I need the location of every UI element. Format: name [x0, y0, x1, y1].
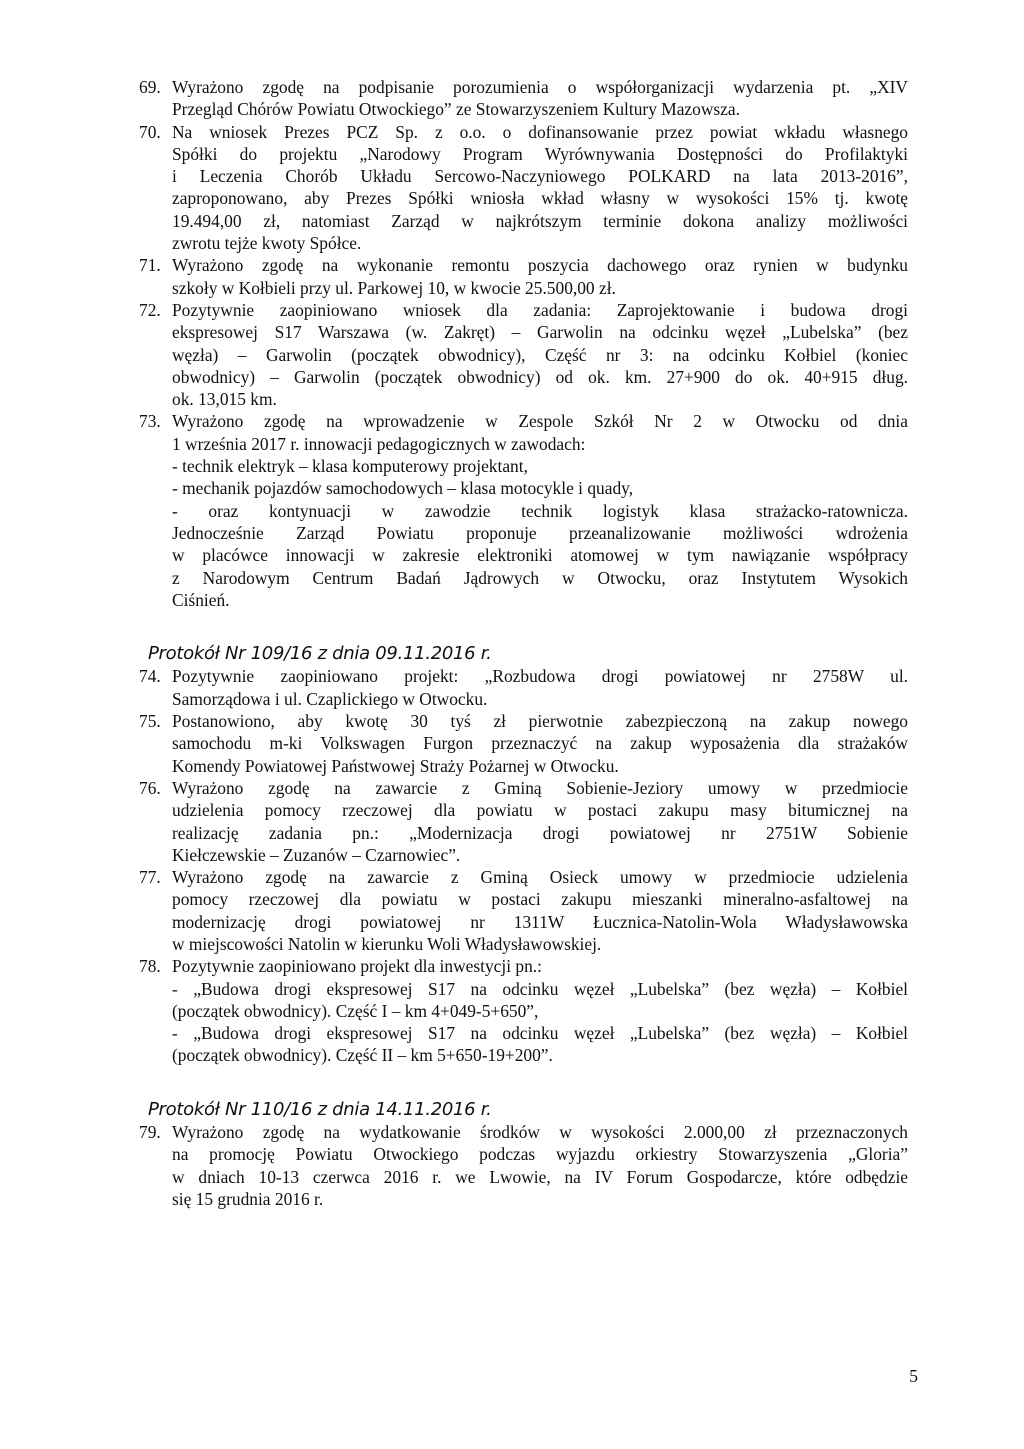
text-line: węzła) – Garwolin (początek obwodnicy), Część nr 3: na odcinku Kołbiel (koniec	[172, 344, 908, 365]
text-line: Wyrażono zgodę na podpisanie porozumienia o współorganizacji wydarzenia pt. „XIV	[172, 77, 908, 97]
resolutions-list-c	[0, 1121, 1024, 1210]
resolution-item	[139, 665, 908, 710]
text-line: z Narodowym Centrum Badań Jądrowych w Otwocku, oraz Instytutem Wysokich	[172, 567, 908, 588]
text-line: (początek obwodnicy). Część I – km 4+049-5+650”,	[172, 1000, 539, 1021]
text-line: zaproponowano, aby Prezes Spółki wniosła wkład własny w wysokości 15% tj. kwotę	[172, 188, 908, 209]
resolution-item	[139, 710, 908, 777]
text-line: w placówce innowacji w zakresie elektroniki atomowej w tym nawiązanie współpracy	[172, 545, 908, 566]
text-line: Na wniosek Prezes PCZ Sp. z o.o. o dofinansowanie przez powiat wkładu własnego	[172, 121, 908, 142]
resolutions-list-b	[0, 665, 1024, 1066]
text-line: Wyrażono zgodę na wydatkowanie środków w wysokości 2.000,00 zł przeznaczonych	[172, 1122, 908, 1143]
text-line: samochodu m-ki Volkswagen Furgon przeznaczyć na zakup wyposażenia dla strażaków	[172, 733, 908, 754]
text-line: - mechanik pojazdów samochodowych – klasa motocykle i quady,	[172, 478, 634, 499]
text-line: w dniach 10-13 czerwca 2016 r. we Lwowie, na IV Forum Gospodarcze, które odbędzie	[172, 1166, 908, 1187]
resolution-item	[139, 76, 908, 121]
text-line: 19.494,00 zł, natomiast Zarząd w najkrótszym terminie dokona analizy możliwości	[172, 210, 908, 231]
text-line: - oraz kontynuacji w zawodzie technik logistyk klasa strażacko-ratownicza.	[172, 500, 908, 521]
text-line: udzielenia pomocy rzeczowej dla powiatu w postaci zakupu masy bitumicznej na	[172, 800, 908, 821]
text-line: Ciśnień.	[172, 589, 230, 610]
text-line: obwodnicy) – Garwolin (początek obwodnicy) od ok. km. 27+900 do ok. 40+915 dług.	[172, 366, 908, 387]
text-line: 1 września 2017 r. innowacji pedagogicznych w zawodach:	[172, 433, 586, 454]
resolution-item	[139, 410, 908, 611]
item-number: 74.	[139, 666, 161, 687]
resolutions-list-a	[0, 76, 1024, 611]
text-line: Spółki do projektu „Narodowy Program Wyrównywania Dostępności do Profilaktyki	[172, 143, 908, 164]
item-number: 69.	[139, 77, 161, 97]
item-number: 79.	[139, 1122, 161, 1143]
text-line: Samorządowa i ul. Czaplickiego w Otwocku.	[172, 688, 488, 709]
text-line: Pozytywnie zaopiniowano wniosek dla zadania: Zaprojektowanie i budowa drogi	[172, 299, 908, 320]
item-number: 71.	[139, 255, 161, 276]
text-line: realizację zadania pn.: „Modernizacja drogi powiatowej nr 2751W Sobienie	[172, 822, 908, 843]
text-line: Kiełczewskie – Zuzanów – Czarnowiec”.	[172, 844, 461, 865]
resolution-item	[139, 777, 908, 866]
text-line: szkoły w Kołbieli przy ul. Parkowej 10, w kwocie 25.500,00 zł.	[172, 277, 616, 298]
resolution-item	[139, 866, 908, 955]
resolution-item	[139, 955, 908, 1066]
text-line: modernizację drogi powiatowej nr 1311W Łucznica-Natolin-Wola Władysławowska	[172, 911, 908, 932]
text-line: Wyrażono zgodę na wykonanie remontu poszycia dachowego oraz rynien w budynku	[172, 255, 908, 276]
text-line: się 15 grudnia 2016 r.	[172, 1188, 324, 1209]
text-line: (początek obwodnicy). Część II – km 5+650-19+200”.	[172, 1045, 553, 1066]
item-number: 73.	[139, 411, 161, 432]
document-page	[0, 76, 1024, 1210]
text-line: - „Budowa drogi ekspresowej S17 na odcinku węzeł „Lubelska” (bez węzła) – Kołbiel	[172, 978, 908, 999]
protocol-heading-110: Protokół Nr 110/16 z dnia 14.11.2016 r.	[148, 1098, 492, 1120]
item-number: 77.	[139, 867, 161, 888]
resolution-item	[139, 121, 908, 255]
text-line: na promocję Powiatu Otwockiego podczas wyjazdu orkiestry Stowarzyszenia „Gloria”	[172, 1144, 908, 1165]
protocol-heading-109: Protokół Nr 109/16 z dnia 09.11.2016 r.	[148, 643, 492, 665]
text-line: Postanowiono, aby kwotę 30 tyś zł pierwotnie zabezpieczoną na zakup nowego	[172, 711, 908, 732]
text-line: ok. 13,015 km.	[172, 389, 277, 410]
text-line: Jednocześnie Zarząd Powiatu proponuje przeanalizowanie możliwości wdrożenia	[172, 522, 908, 543]
text-line: - „Budowa drogi ekspresowej S17 na odcinku węzeł „Lubelska” (bez węzła) – Kołbiel	[172, 1023, 908, 1044]
text-line: - technik elektryk – klasa komputerowy projektant,	[172, 456, 528, 477]
item-number: 72.	[139, 299, 161, 320]
resolution-item	[139, 299, 908, 410]
item-number: 76.	[139, 777, 161, 798]
text-line: ekspresowej S17 Warszawa (w. Zakręt) – Garwolin na odcinku węzeł „Lubelska” (bez	[172, 322, 908, 343]
text-line: Wyrażono zgodę na zawarcie z Gminą Osieck umowy w przedmiocie udzielenia	[172, 867, 908, 888]
text-line: Wyrażono zgodę na zawarcie z Gminą Sobienie-Jeziory umowy w przedmiocie	[172, 777, 908, 798]
text-line: Pozytywnie zaopiniowano projekt dla inwestycji pn.:	[172, 956, 542, 977]
resolution-item	[139, 254, 908, 299]
item-number: 70.	[139, 121, 161, 142]
page-number: 5	[909, 1366, 918, 1386]
item-number: 75.	[139, 711, 161, 732]
text-line: w miejscowości Natolin w kierunku Woli Władysławowskiej.	[172, 933, 602, 954]
text-line: pomocy rzeczowej dla powiatu w postaci zakupu mieszanki mineralno-asfaltowej na	[172, 889, 908, 910]
item-number: 78.	[139, 956, 161, 977]
text-line: i Leczenia Chorób Układu Sercowo-Naczyniowego POLKARD na lata 2013-2016”,	[172, 166, 908, 187]
text-line: zwrotu tejże kwoty Spółce.	[172, 233, 362, 254]
text-line: Pozytywnie zaopiniowano projekt: „Rozbudowa drogi powiatowej nr 2758W ul.	[172, 666, 908, 687]
text-line: Wyrażono zgodę na wprowadzenie w Zespole Szkół Nr 2 w Otwocku od dnia	[172, 411, 908, 432]
text-line: Przegląd Chórów Powiatu Otwockiego” ze Stowarzyszeniem Kultury Mazowsza.	[172, 99, 740, 120]
text-line: Komendy Powiatowej Państwowej Straży Pożarnej w Otwocku.	[172, 755, 619, 776]
resolution-item	[139, 1121, 908, 1210]
